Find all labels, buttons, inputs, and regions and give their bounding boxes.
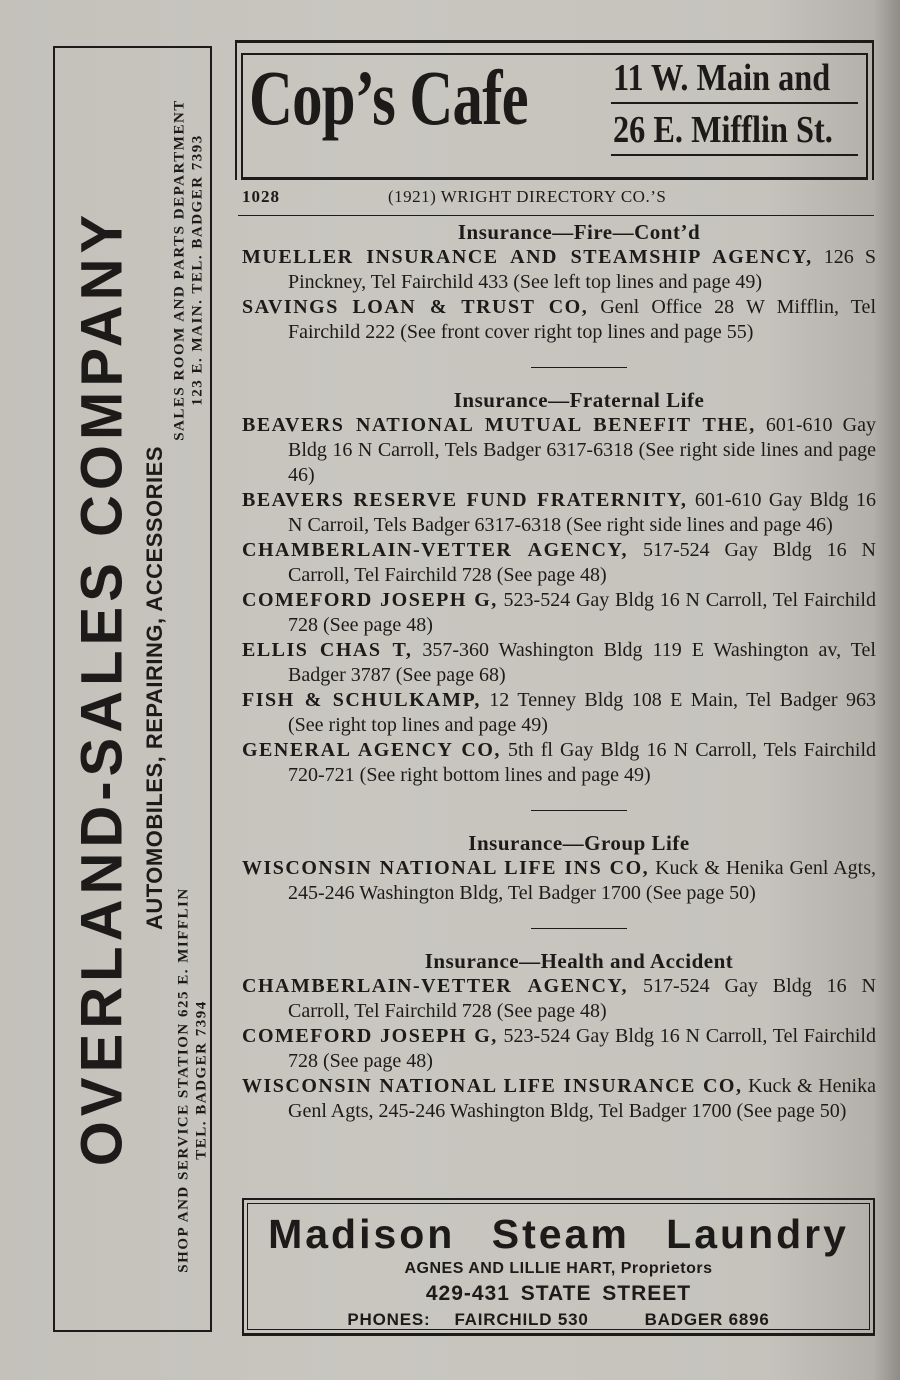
listing-name: COMEFORD JOSEPH G, <box>242 1025 498 1047</box>
listing-name: BEAVERS RESERVE FUND FRATERNITY, <box>242 489 688 511</box>
phone-fairchild: FAIRCHILD 530 <box>454 1310 589 1329</box>
listings <box>242 220 876 1124</box>
listing-name: SAVINGS LOAN & TRUST CO, <box>242 296 589 318</box>
listing-details: 12 Tenney Bldg 108 E Main, Tel Badger 963 (See right top lines and page 49) <box>288 689 876 736</box>
section-heading: Insurance—Fraternal Life <box>453 388 705 412</box>
overland-tagline: AUTOMOBILES, REPAIRING, ACCESSORIES <box>142 445 167 931</box>
listing-details: 601-610 Gay Bldg 16 N Carroll, Tels Badger 6317-6318 (See right side lines and page 46) <box>288 414 877 486</box>
listing-details: 523-524 Gay Bldg 16 N Carroll, Tel Fairchild 728 (See page 48) <box>288 1025 876 1072</box>
listing-entry <box>242 588 876 638</box>
section-insurance-health-accident <box>242 949 876 1124</box>
listing-entry <box>242 245 876 295</box>
laundry-address: 429-431 STATE STREET <box>425 1282 692 1305</box>
cafe-ad-frame <box>241 53 868 180</box>
overland-parts-line-2: 123 E. MAIN. TEL. BADGER 7393 <box>189 134 206 406</box>
listing-details: Kuck & Henika Genl Agts, 245-246 Washington Bldg, Tel Badger 1700 (See page 50) <box>288 857 876 904</box>
listing-details: 5th fl Gay Bldg 16 N Carroll, Tels Fairchild 720-721 (See right bottom lines and page 49) <box>288 739 876 786</box>
listing-details: Genl Office 28 W Mifflin, Tel Fairchild 222 (See front cover right top lines and page 55) <box>288 296 876 343</box>
listing-entry <box>242 488 876 538</box>
section-separator <box>531 810 627 811</box>
section-heading: Insurance—Group Life <box>468 831 690 855</box>
cafe-divider <box>611 102 858 104</box>
laundry-phones <box>248 1308 869 1332</box>
overland-company-name: OVERLAND-SALES COMPANY <box>69 209 135 1167</box>
section-separator <box>531 367 627 368</box>
cafe-divider <box>611 154 858 156</box>
listing-entry <box>242 295 876 345</box>
cafe-address-line-1: 11 W. Main and <box>613 57 831 99</box>
listing-details: 517-524 Gay Bldg 16 N Carroll, Tel Fairchild 728 (See page 48) <box>288 539 876 586</box>
cafe-name: Cop’s Cafe <box>249 54 528 141</box>
laundry-name: Madison Steam Laundry <box>268 1211 849 1257</box>
madison-steam-laundry-ad <box>242 1198 875 1336</box>
listing-name: FISH & SCHULKAMP, <box>242 689 481 711</box>
listing-entry <box>242 856 876 906</box>
phone-badger: BADGER 6896 <box>644 1310 770 1329</box>
header-rule <box>238 215 874 216</box>
listing-details: 601-610 Gay Bldg 16 N Carroil, Tels Badger 6317-6318 (See right side lines and page 46) <box>288 489 876 536</box>
listing-name: WISCONSIN NATIONAL LIFE INSURANCE CO, <box>242 1075 743 1097</box>
listing-details: 517-524 Gay Bldg 16 N Carroll, Tel Fairchild 728 (See page 48) <box>288 975 876 1022</box>
overland-parts-line-1: SALES ROOM AND PARTS DEPARTMENT <box>171 99 188 441</box>
listing-entry <box>242 1074 876 1124</box>
cafe-address-line-2: 26 E. Mifflin St. <box>613 109 833 151</box>
laundry-ad-frame <box>247 1203 870 1330</box>
listing-details: Kuck & Henika Genl Agts, 245-246 Washington Bldg, Tel Badger 1700 (See page 50) <box>288 1075 876 1122</box>
running-head: (1921) WRIGHT DIRECTORY CO.’S <box>388 187 667 206</box>
overland-service-line-1: SHOP AND SERVICE STATION 625 E. MIFFLIN <box>175 887 192 1273</box>
listing-name: GENERAL AGENCY CO, <box>242 739 501 761</box>
section-insurance-group-life <box>242 831 876 906</box>
listing-details: 357-360 Washington Bldg 119 E Washington av, Tel Badger 3787 (See page 68) <box>288 639 876 686</box>
listing-name: ELLIS CHAS T, <box>242 639 413 661</box>
listing-details: 126 S Pinckney, Tel Fairchild 433 (See left top lines and page 49) <box>288 246 877 293</box>
listing-entry <box>242 1024 876 1074</box>
overland-service-line-2: TEL. BADGER 7394 <box>193 1000 210 1160</box>
section-heading: Insurance—Health and Accident <box>424 949 734 973</box>
listing-entry <box>242 413 876 488</box>
listing-entry <box>242 538 876 588</box>
listing-details: 523-524 Gay Bldg 16 N Carroll, Tel Fairchild 728 (See page 48) <box>288 589 876 636</box>
listing-name: COMEFORD JOSEPH G, <box>242 589 498 611</box>
listing-entry <box>242 638 876 688</box>
listing-name: CHAMBERLAIN-VETTER AGENCY, <box>242 539 629 561</box>
listing-entry <box>242 974 876 1024</box>
listing-name: WISCONSIN NATIONAL LIFE INS CO, <box>242 857 650 879</box>
listing-name: CHAMBERLAIN-VETTER AGENCY, <box>242 975 629 997</box>
cops-cafe-ad <box>235 40 874 180</box>
listing-entry <box>242 688 876 738</box>
phones-label: PHONES: <box>347 1310 431 1329</box>
listing-name: MUELLER INSURANCE AND STEAMSHIP AGENCY, <box>242 246 813 268</box>
listing-name: BEAVERS NATIONAL MUTUAL BENEFIT THE, <box>242 414 756 436</box>
section-insurance-fire <box>242 220 876 345</box>
section-insurance-fraternal-life <box>242 388 876 788</box>
section-heading: Insurance—Fire—Cont’d <box>457 220 701 244</box>
listing-entry <box>242 738 876 788</box>
page-number: 1028 <box>242 187 280 206</box>
laundry-proprietors: AGNES AND LILLIE HART, Proprietors <box>404 1260 713 1277</box>
section-separator <box>531 928 627 929</box>
